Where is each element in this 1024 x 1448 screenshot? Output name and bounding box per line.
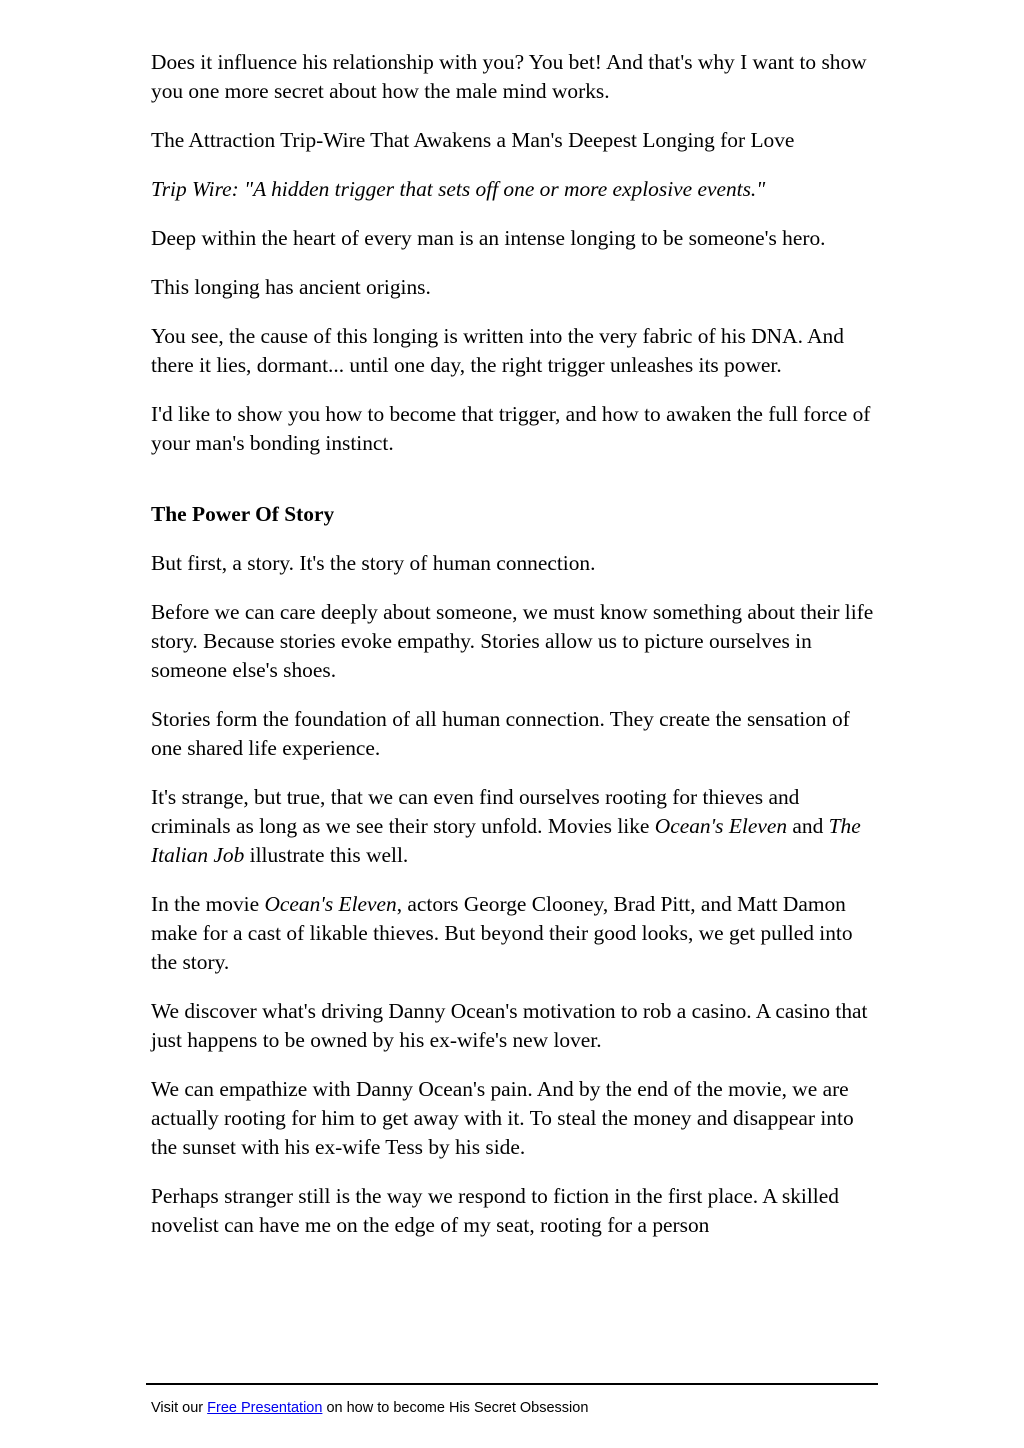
paragraph-1: Does it influence his relationship with you? You bet! And that's why I want to show you one more secret about how the male mind works. xyxy=(151,50,867,103)
movie-title-oceans-eleven-2: Ocean's Eleven xyxy=(264,892,397,916)
page-footer xyxy=(151,1399,588,1417)
paragraph-9: Before we can care deeply about someone, we must know something about their life story. Because stories evoke empathy. Stories allow us to picture ourselves in someone else's shoes. xyxy=(151,600,874,682)
paragraph-15: Perhaps stranger still is the way we respond to fiction in the first place. A skilled novelist can have me on the edge of my seat, rooting for a person xyxy=(151,1184,839,1237)
free-presentation-link[interactable]: Free Presentation xyxy=(207,1400,323,1416)
paragraph-11-text-a: It's strange, but true, that we can even find ourselves rooting for thieves and criminals as long as we see their story unfold. Movies like xyxy=(151,785,800,838)
paragraph-attraction-trip-wire: The Attraction Trip-Wire That Awakens a Man's Deepest Longing for Love xyxy=(151,128,795,152)
paragraph-10: Stories form the foundation of all human connection. They create the sensation of one shared life experience. xyxy=(151,707,850,760)
paragraph-8: But first, a story. It's the story of human connection. xyxy=(151,551,596,575)
paragraph-12-text-c: , actors George Clooney, Brad Pitt, and Matt Damon make for a cast of likable thieves. But beyond their good looks, we get pulled into the story. xyxy=(151,892,853,974)
paragraph-11-text-e: illustrate this well. xyxy=(244,843,409,867)
paragraph-12 xyxy=(151,890,881,977)
paragraph-trip-wire-definition xyxy=(151,175,881,204)
movie-title-oceans-eleven: Ocean's Eleven xyxy=(654,814,788,838)
trip-wire-definition-italic: Trip Wire: "A hidden trigger that sets off one or more explosive events." xyxy=(151,177,766,201)
footer-prefix: Visit our xyxy=(151,1400,208,1416)
paragraph-12-text-a: In the movie xyxy=(151,892,265,916)
document-body xyxy=(151,48,881,1260)
paragraph-11-text-c: and xyxy=(787,814,829,838)
paragraph-5: This longing has ancient origins. xyxy=(151,275,431,299)
footer-divider xyxy=(146,1383,878,1385)
paragraph-11 xyxy=(151,783,881,870)
movie-title-italian-job: The Italian Job xyxy=(151,814,861,867)
paragraph-6: You see, the cause of this longing is written into the very fabric of his DNA. And there it lies, dormant... until one day, the right trigger unleashes its power. xyxy=(151,324,844,377)
paragraph-14: We can empathize with Danny Ocean's pain. And by the end of the movie, we are actually rooting for him to get away with it. To steal the money and disappear into the sunset with his ex-wife Tess by his side. xyxy=(151,1077,854,1159)
paragraph-7: I'd like to show you how to become that trigger, and how to awaken the full force of your man's bonding instinct. xyxy=(151,402,871,455)
paragraph-13: We discover what's driving Danny Ocean's motivation to rob a casino. A casino that just happens to be owned by his ex-wife's new lover. xyxy=(151,999,868,1052)
section-heading: The Power Of Story xyxy=(151,502,335,526)
footer-suffix: on how to become His Secret Obsession xyxy=(322,1400,589,1416)
paragraph-4: Deep within the heart of every man is an intense longing to be someone's hero. xyxy=(151,226,826,250)
